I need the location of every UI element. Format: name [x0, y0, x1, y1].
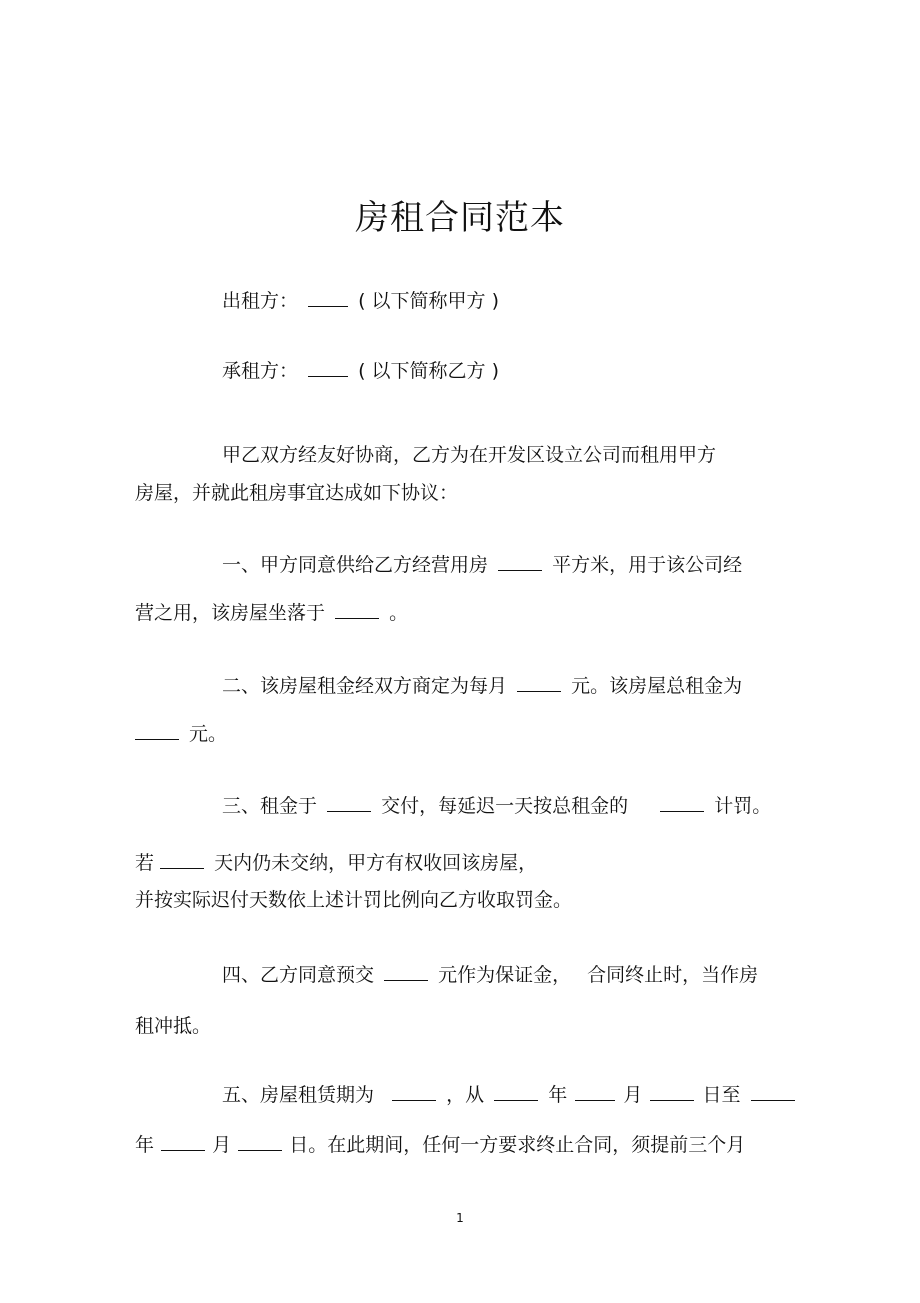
clause-4-text-b: 元作为保证金，	[438, 964, 572, 986]
payment-date-blank	[327, 793, 371, 812]
clause-1-text-b: 平方米，用于该公司经	[552, 554, 743, 576]
clause-1-line-1	[222, 551, 742, 579]
penalty-rate-blank	[660, 793, 704, 812]
clause-5-text-h: 日。在此期间，任何一方要求终止合同，须提前三个月	[289, 1134, 746, 1156]
clause-1-text-c: 营之用，该房屋坐落于	[135, 602, 326, 624]
clause-5-text-d: 月	[623, 1084, 643, 1106]
clause-5-line-2	[135, 1131, 745, 1159]
clause-3-text-e: 天内仍未交纳，甲方有权收回该房屋，	[214, 852, 538, 874]
clause-5-text-f: 年	[135, 1134, 155, 1156]
clause-5-text-b: ，从	[446, 1084, 485, 1106]
lessor-label: 出租方：	[222, 290, 299, 312]
clause-1-line-2	[135, 599, 408, 627]
intro-line-1: 甲乙双方经友好协商，乙方为在开发区设立公司而租用甲方	[222, 444, 717, 466]
clause-2-text-b: 元。该房屋总租金为	[571, 675, 743, 697]
lease-term-blank	[392, 1082, 436, 1101]
clause-4-text-c: 合同终止时，当作房	[587, 964, 759, 986]
lessor-note: ( 以下简称甲方 )	[358, 290, 500, 312]
clause-2-line-1	[222, 672, 742, 700]
clause-4-text-a: 四、乙方同意预交	[222, 964, 375, 986]
start-day-blank	[650, 1082, 694, 1101]
clause-1-text-a: 一、甲方同意供给乙方经营用房	[222, 554, 489, 576]
clause-3-line-1	[222, 792, 771, 820]
document-title: 房租合同范本	[355, 198, 565, 238]
deposit-blank	[384, 962, 428, 981]
lessor-line	[222, 287, 499, 315]
clause-5-text-g: 月	[212, 1134, 232, 1156]
clause-4-line-2: 租冲抵。	[135, 1015, 212, 1037]
clause-5-text-c: 年	[548, 1084, 568, 1106]
start-year-blank	[494, 1082, 538, 1101]
clause-3-text-a: 三、租金于	[222, 795, 318, 817]
clause-1-text-d: 。	[389, 602, 409, 624]
clause-5-line-1	[222, 1081, 799, 1109]
clause-3-text-b: 交付，每延迟一天按总租金的	[381, 795, 629, 817]
lessee-line	[222, 357, 499, 385]
clause-2-line-2	[135, 720, 227, 748]
lessor-name-blank	[308, 288, 348, 307]
monthly-rent-blank	[517, 673, 561, 692]
clause-2-text-a: 二、该房屋租金经双方商定为每月	[222, 675, 508, 697]
grace-days-blank	[160, 850, 204, 869]
end-month-blank	[161, 1132, 205, 1151]
total-rent-blank	[135, 721, 179, 740]
clause-4-line-1	[222, 961, 758, 989]
intro-line-2: 房屋，并就此租房事宜达成如下协议：	[135, 482, 459, 504]
page-number: 1	[456, 1211, 464, 1225]
clause-3-line-2	[135, 849, 537, 877]
area-blank	[498, 552, 542, 571]
clause-5-text-e: 日至	[702, 1084, 741, 1106]
lessee-note: ( 以下简称乙方 )	[358, 360, 500, 382]
clause-3-text-d: 若	[135, 852, 155, 874]
clause-2-text-c: 元。	[189, 723, 228, 745]
lessee-name-blank	[308, 358, 348, 377]
end-year-blank	[751, 1082, 795, 1101]
clause-5-text-a: 五、房屋租赁期为	[222, 1084, 375, 1106]
end-day-blank	[238, 1132, 282, 1151]
location-blank	[335, 600, 379, 619]
clause-3-text-c: 计罚。	[714, 795, 772, 817]
clause-3-line-3: 并按实际迟付天数依上述计罚比例向乙方收取罚金。	[135, 889, 573, 911]
lessee-label: 承租方：	[222, 360, 299, 382]
start-month-blank	[575, 1082, 615, 1101]
